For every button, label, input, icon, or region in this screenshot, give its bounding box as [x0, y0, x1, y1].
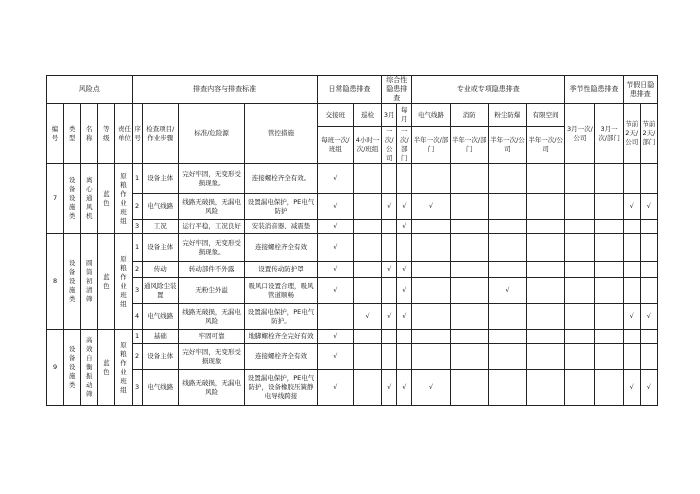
- check-cell: [640, 330, 657, 344]
- check-cell: √: [623, 194, 640, 220]
- header-holiday2: 节前2天/部门: [640, 104, 657, 164]
- freq-month3: 一次/公司: [382, 127, 397, 164]
- row-item: 设备主体: [142, 234, 178, 262]
- row-measures: 地脚螺栓齐全完好有效: [245, 330, 317, 344]
- group-unit: 原粮作业班组: [115, 164, 132, 234]
- freq-confined: 半年一次/公司: [527, 127, 565, 164]
- check-cell: [527, 304, 565, 330]
- header-special: 专业或专项隐患排查: [412, 76, 565, 104]
- check-cell: [595, 278, 623, 304]
- check-cell: [565, 194, 595, 220]
- check-cell: [450, 262, 488, 278]
- check-cell: √: [397, 304, 412, 330]
- row-standard: 完好牢固，无变形受损现象: [178, 344, 244, 370]
- row-seq: 2: [132, 344, 142, 370]
- check-cell: [412, 278, 450, 304]
- check-cell: √: [382, 194, 397, 220]
- group-type: 设备设施类: [64, 164, 81, 234]
- check-cell: [527, 164, 565, 194]
- row-measures: 设置漏电保护，PE电气防护。: [245, 304, 317, 330]
- row-standard: 完好牢固，无变形受损现象。: [178, 234, 244, 262]
- check-cell: √: [623, 304, 640, 330]
- check-cell: [565, 330, 595, 344]
- check-cell: [450, 278, 488, 304]
- header-row-1: [47, 76, 658, 104]
- check-cell: [353, 194, 381, 220]
- check-cell: [640, 220, 657, 234]
- group-level: 蓝色: [98, 330, 115, 406]
- check-cell: [565, 220, 595, 234]
- row-measures: 设置传动防护罩: [245, 262, 317, 278]
- check-cell: [450, 330, 488, 344]
- check-cell: [397, 330, 412, 344]
- header-seq: 序号: [132, 104, 142, 164]
- check-cell: [565, 278, 595, 304]
- check-cell: [527, 262, 565, 278]
- row-measures: 设置漏电保护，PE电气防护: [245, 194, 317, 220]
- row-standard: 运行平稳，工况良好: [178, 220, 244, 234]
- group-name: 离心通风机: [81, 164, 98, 234]
- check-cell: [353, 278, 381, 304]
- check-cell: [412, 220, 450, 234]
- check-cell: [565, 234, 595, 262]
- check-cell: [317, 304, 353, 330]
- check-cell: √: [623, 370, 640, 406]
- check-cell: [527, 194, 565, 220]
- row-measures: 连接螺栓齐全有效: [245, 344, 317, 370]
- row-item: 基础: [142, 330, 178, 344]
- group-unit: 原粮作业班组: [115, 330, 132, 406]
- check-cell: √: [317, 262, 353, 278]
- check-cell: √: [397, 220, 412, 234]
- group-level: 蓝色: [98, 234, 115, 330]
- hazard-check-table: [46, 75, 658, 406]
- check-cell: [595, 194, 623, 220]
- check-cell: √: [317, 370, 353, 406]
- header-level: 等级: [98, 104, 115, 164]
- check-cell: √: [397, 370, 412, 406]
- check-cell: [595, 330, 623, 344]
- header-monthly: 每月: [397, 104, 412, 127]
- table-body: [47, 164, 658, 406]
- group-no: 8: [47, 234, 64, 330]
- check-cell: [450, 220, 488, 234]
- check-cell: √: [317, 330, 353, 344]
- check-cell: [623, 220, 640, 234]
- header-season1: 3月一次/公司: [565, 104, 595, 164]
- check-cell: [623, 278, 640, 304]
- row-item: 工况: [142, 220, 178, 234]
- check-cell: √: [412, 370, 450, 406]
- row-item: 通风除尘装置: [142, 278, 178, 304]
- row-standard: 牢固可靠: [178, 330, 244, 344]
- header-patrol: 巡检: [353, 104, 381, 127]
- check-cell: √: [640, 304, 657, 330]
- check-cell: [640, 344, 657, 370]
- check-cell: √: [397, 262, 412, 278]
- check-cell: [595, 370, 623, 406]
- check-cell: [595, 344, 623, 370]
- check-cell: [353, 330, 381, 344]
- row-standard: 无粉尘外溢: [178, 278, 244, 304]
- header-confined: 有限空间: [527, 104, 565, 127]
- row-seq: 3: [132, 220, 142, 234]
- row-item: 电气线路: [142, 304, 178, 330]
- table-row: [47, 344, 658, 370]
- row-standard: 线路无破损，无漏电风险: [178, 194, 244, 220]
- check-cell: [382, 234, 397, 262]
- check-cell: [488, 262, 526, 278]
- check-cell: [382, 278, 397, 304]
- row-measures: 安装消音器、减震垫: [245, 220, 317, 234]
- check-cell: [565, 262, 595, 278]
- group-type: 设备设施类: [64, 330, 81, 406]
- row-item: 电气线路: [142, 194, 178, 220]
- row-standard: 转动部件不外露: [178, 262, 244, 278]
- row-item: 设备主体: [142, 164, 178, 194]
- check-cell: √: [397, 278, 412, 304]
- check-cell: [450, 234, 488, 262]
- check-cell: [412, 344, 450, 370]
- check-cell: √: [317, 164, 353, 194]
- group-level: 蓝色: [98, 164, 115, 234]
- freq-fire: 半年一次/部门: [450, 127, 488, 164]
- check-cell: [412, 234, 450, 262]
- check-cell: [412, 164, 450, 194]
- header-unit: 责任单位: [115, 104, 132, 164]
- check-cell: [623, 330, 640, 344]
- check-cell: [488, 370, 526, 406]
- check-cell: [488, 164, 526, 194]
- check-cell: [382, 330, 397, 344]
- header-seasonal: 季节性隐患排查: [565, 76, 623, 104]
- check-cell: √: [353, 304, 381, 330]
- table-row: [47, 278, 658, 304]
- freq-monthly: 一次/部门: [397, 127, 412, 164]
- row-seq: 2: [132, 262, 142, 278]
- table-row: [47, 220, 658, 234]
- row-item: 传动: [142, 262, 178, 278]
- row-seq: 1: [132, 164, 142, 194]
- check-cell: √: [382, 262, 397, 278]
- check-cell: [640, 278, 657, 304]
- row-item: 电气线路: [142, 370, 178, 406]
- check-cell: [527, 344, 565, 370]
- check-cell: [565, 344, 595, 370]
- check-cell: [412, 262, 450, 278]
- header-comprehensive: 综合性隐患排查: [382, 76, 412, 104]
- row-seq: 1: [132, 330, 142, 344]
- freq-patrol: 4小时一次/班组: [353, 127, 381, 164]
- row-seq: 1: [132, 234, 142, 262]
- check-cell: [412, 330, 450, 344]
- table-row: [47, 370, 658, 406]
- freq-electrical: 半年一次/部门: [412, 127, 450, 164]
- check-cell: [527, 220, 565, 234]
- row-standard: 线路无破损，无漏电风险: [178, 370, 244, 406]
- header-standard: 标准/危险源: [178, 104, 244, 164]
- header-dust: 粉尘防爆: [488, 104, 526, 127]
- check-cell: [353, 370, 381, 406]
- check-cell: [450, 304, 488, 330]
- check-cell: [527, 330, 565, 344]
- group-name: 高效自衡振动筛: [81, 330, 98, 406]
- header-electrical: 电气线路: [412, 104, 450, 127]
- check-cell: [397, 164, 412, 194]
- group-no: 7: [47, 164, 64, 234]
- header-row-2: [47, 104, 658, 127]
- row-seq: 4: [132, 304, 142, 330]
- header-season2: 3月一次/部门: [595, 104, 623, 164]
- check-cell: √: [382, 304, 397, 330]
- check-cell: [595, 262, 623, 278]
- check-cell: [488, 304, 526, 330]
- row-measures: 设置漏电保护，PE电气防护，设备橡胶压簧静电导线跨接: [245, 370, 317, 406]
- header-daily: 日常隐患排查: [317, 76, 381, 104]
- check-cell: [527, 234, 565, 262]
- check-cell: [353, 164, 381, 194]
- check-cell: [353, 262, 381, 278]
- table-row: [47, 262, 658, 278]
- check-cell: [353, 234, 381, 262]
- check-cell: [450, 344, 488, 370]
- group-unit: 原粮作业班组: [115, 234, 132, 330]
- row-standard: 完好牢固，无变形受损现象。: [178, 164, 244, 194]
- check-cell: [595, 304, 623, 330]
- check-cell: [565, 304, 595, 330]
- header-holiday: 节假日隐患排查: [623, 76, 657, 104]
- check-cell: [640, 234, 657, 262]
- check-cell: [450, 370, 488, 406]
- check-cell: √: [382, 370, 397, 406]
- check-cell: [623, 262, 640, 278]
- header-measures: 管控措施: [245, 104, 317, 164]
- row-seq: 3: [132, 278, 142, 304]
- check-cell: [527, 278, 565, 304]
- check-cell: √: [640, 194, 657, 220]
- row-measures: 吸风口设置合理，吸风管道顺畅: [245, 278, 317, 304]
- check-cell: [595, 164, 623, 194]
- header-holiday1: 节前2天/公司: [623, 104, 640, 164]
- check-cell: [382, 164, 397, 194]
- group-no: 9: [47, 330, 64, 406]
- table-row: [47, 164, 658, 194]
- row-standard: 线路无破损，无漏电风险: [178, 304, 244, 330]
- check-cell: [397, 234, 412, 262]
- check-cell: [450, 194, 488, 220]
- header-item: 检查项目/作业步骤: [142, 104, 178, 164]
- check-cell: [623, 344, 640, 370]
- table-row: [47, 194, 658, 220]
- table-row: [47, 234, 658, 262]
- check-cell: √: [317, 194, 353, 220]
- check-cell: [353, 344, 381, 370]
- check-cell: [412, 304, 450, 330]
- header-fire: 消防: [450, 104, 488, 127]
- check-cell: [353, 220, 381, 234]
- check-cell: [488, 344, 526, 370]
- check-cell: √: [317, 344, 353, 370]
- header-month3: 3月: [382, 104, 397, 127]
- freq-shift: 每班一次/班组: [317, 127, 353, 164]
- row-item: 设备主体: [142, 344, 178, 370]
- check-cell: [488, 194, 526, 220]
- table-row: [47, 330, 658, 344]
- check-cell: [382, 220, 397, 234]
- check-cell: [595, 220, 623, 234]
- check-cell: [623, 234, 640, 262]
- group-type: 设备设施类: [64, 234, 81, 330]
- check-cell: [450, 164, 488, 194]
- row-seq: 2: [132, 194, 142, 220]
- header-name: 名称: [81, 104, 98, 164]
- check-cell: √: [317, 278, 353, 304]
- check-cell: [595, 234, 623, 262]
- header-shift: 交接班: [317, 104, 353, 127]
- table-row: [47, 304, 658, 330]
- check-cell: [527, 370, 565, 406]
- row-seq: 3: [132, 370, 142, 406]
- row-measures: 连接螺栓齐全有效。: [245, 164, 317, 194]
- freq-dust: 半年一次/公司: [488, 127, 526, 164]
- header-risk-point: 风险点: [47, 76, 133, 104]
- check-cell: √: [412, 194, 450, 220]
- row-measures: 连接螺栓齐全有效: [245, 234, 317, 262]
- check-cell: [565, 164, 595, 194]
- check-cell: √: [397, 194, 412, 220]
- header-check-content: 排查内容与排查标准: [132, 76, 317, 104]
- check-cell: [640, 262, 657, 278]
- check-cell: [382, 344, 397, 370]
- header-type: 类型: [64, 104, 81, 164]
- check-cell: √: [488, 278, 526, 304]
- group-name: 圆筒初清筛: [81, 234, 98, 330]
- check-cell: [640, 164, 657, 194]
- check-cell: [623, 164, 640, 194]
- check-cell: [397, 344, 412, 370]
- check-cell: [565, 370, 595, 406]
- check-cell: [488, 234, 526, 262]
- check-cell: √: [640, 370, 657, 406]
- check-cell: [488, 220, 526, 234]
- check-cell: √: [317, 220, 353, 234]
- check-cell: √: [317, 234, 353, 262]
- check-cell: [488, 330, 526, 344]
- header-no: 编号: [47, 104, 64, 164]
